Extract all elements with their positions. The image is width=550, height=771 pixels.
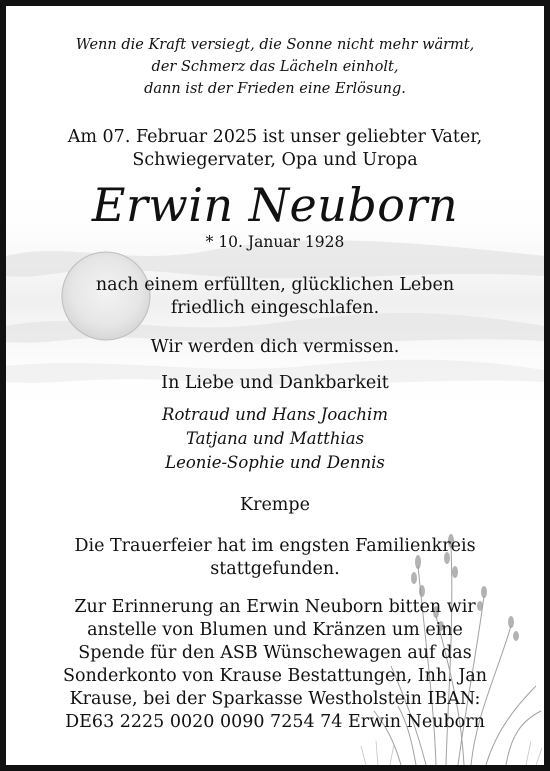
- place: Krempe: [240, 495, 310, 515]
- family-line: Leonie-Sophie und Dennis: [165, 453, 385, 472]
- deceased-name: Erwin Neuborn: [91, 178, 459, 232]
- poem-line: Wenn die Kraft versiegt, die Sonne nicht mehr wärmt,: [75, 37, 475, 53]
- family-line: Tatjana und Matthias: [185, 429, 365, 448]
- donation-line: Spende für den ASB Wünschewagen auf das: [78, 643, 472, 663]
- love-line: In Liebe und Dankbarkeit: [161, 373, 389, 393]
- donation-line: anstelle von Blumen und Kränzen um eine: [87, 620, 463, 640]
- donation-line: Zur Erinnerung an Erwin Neuborn bitten wir: [74, 597, 476, 617]
- donation-iban-line: DE63 2225 0020 0090 7254 74 Erwin Neuborn: [65, 712, 485, 732]
- donation-line: Krause, bei der Sparkasse Westholstein IBAN:: [69, 689, 481, 709]
- intro-line: Am 07. Februar 2025 ist unser geliebter Vater,: [67, 127, 483, 147]
- ceremony-line: stattgefunden.: [210, 559, 340, 579]
- passing-line: nach einem erfüllten, glücklichen Leben: [95, 275, 455, 295]
- passing-line: friedlich eingeschlafen.: [170, 298, 380, 318]
- intro-line: Schwiegervater, Opa und Uropa: [132, 150, 418, 170]
- poem-line: der Schmerz das Lächeln einholt,: [151, 59, 399, 75]
- family-line: Rotraud und Hans Joachim: [162, 405, 388, 424]
- ceremony-line: Die Trauerfeier hat im engsten Familienkreis: [74, 536, 476, 556]
- donation-line: Sonderkonto von Krause Bestattungen, Inh. Jan: [62, 666, 488, 686]
- poem-line: dann ist der Frieden eine Erlösung.: [144, 81, 406, 97]
- miss-line: Wir werden dich vermissen.: [150, 337, 400, 357]
- birth-date: * 10. Januar 1928: [205, 233, 345, 251]
